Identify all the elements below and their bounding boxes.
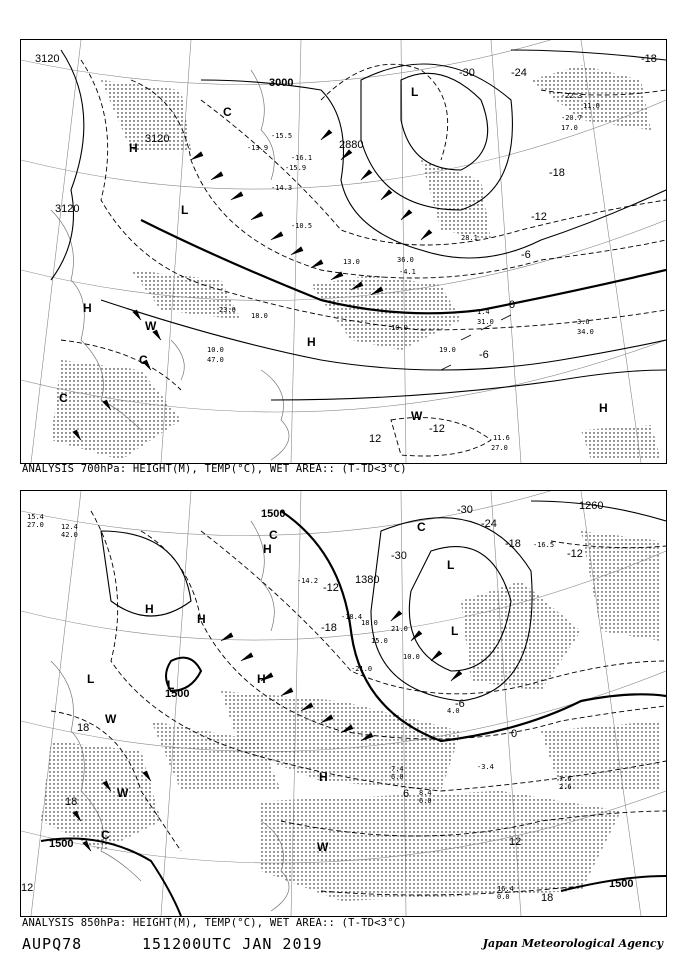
height-label-group — [35, 53, 363, 215]
chart-id: AUPQ78 — [22, 935, 83, 953]
temperature-label: 6 — [403, 788, 410, 800]
cold-center: C — [59, 391, 68, 405]
high-center: H — [257, 672, 266, 686]
station-value: 17.0 — [561, 124, 578, 132]
temperature-label: 12 — [369, 433, 382, 445]
warm-center: W — [117, 786, 129, 800]
station-value: 6.0 — [391, 773, 404, 781]
map-700hpa — [21, 40, 666, 463]
station-value: -4.1 — [399, 268, 416, 276]
station-value: 2.6 — [559, 783, 572, 791]
height-label: 1260 — [579, 500, 604, 512]
station-value: 23.0 — [219, 306, 236, 314]
low-center: L — [451, 624, 459, 638]
station-value: -22.3 — [561, 92, 583, 100]
station-value: 31.0 — [477, 318, 494, 326]
station-value: 16.4 — [497, 885, 514, 893]
temperature-label: 12 — [21, 882, 34, 894]
height-label: 3000 — [269, 77, 294, 89]
temperature-label: -30 — [457, 504, 473, 516]
high-center: H — [129, 141, 138, 155]
station-value: 15.0 — [371, 637, 388, 645]
station-value: -10.5 — [291, 222, 313, 230]
station-value: 12.4 — [61, 523, 78, 531]
station-value: -13.9 — [247, 144, 269, 152]
temperature-label: 18 — [541, 892, 554, 904]
agency-credit: Japan Meteorological Agency — [482, 937, 663, 950]
temperature-label: -12 — [567, 548, 583, 560]
station-value: 28.1 — [461, 234, 478, 242]
temperature-label: -12 — [429, 423, 445, 435]
station-value: 3.6 — [577, 318, 590, 326]
station-value: -16.1 — [291, 154, 313, 162]
caption-700hpa: ANALYSIS 700hPa: HEIGHT(M), TEMP(°C), WET AREA:: (T-TD<3°C) — [22, 463, 407, 475]
station-value: -14.2 — [297, 577, 319, 585]
warm-center: W — [145, 319, 157, 333]
low-center: L — [167, 678, 175, 692]
station-value: -15.9 — [285, 164, 307, 172]
station-value: 0.0 — [497, 893, 510, 901]
cold-center: C — [269, 528, 278, 542]
station-value: 10.0 — [207, 346, 224, 354]
height-label: 2880 — [339, 139, 364, 151]
temperature-label: -12 — [323, 582, 339, 594]
temperature-label: -24 — [511, 67, 527, 79]
height-label: 3120 — [55, 203, 80, 215]
station-value: 27.0 — [491, 444, 508, 452]
temperature-label: 12 — [509, 836, 522, 848]
temperature-label: 18 — [65, 796, 78, 808]
station-value: 42.0 — [61, 531, 78, 539]
temperature-label: -18 — [321, 622, 337, 634]
station-value: -14.3 — [271, 184, 293, 192]
temperature-label: -6 — [455, 698, 465, 710]
temperature-label: 0 — [511, 728, 518, 740]
cold-center: C — [101, 828, 110, 842]
low-center: L — [181, 203, 189, 217]
warm-center: W — [317, 840, 329, 854]
warm-center: W — [105, 712, 117, 726]
high-center: H — [319, 770, 328, 784]
warm-center: W — [411, 409, 423, 423]
caption-850hpa: ANALYSIS 850hPa: HEIGHT(M), TEMP(°C), WET AREA:: (T-TD<3°C) — [22, 917, 407, 929]
station-value: -18.4 — [341, 613, 363, 621]
high-center: H — [307, 335, 316, 349]
station-value: 15.4 — [27, 513, 44, 521]
height-label: 3120 — [35, 53, 60, 65]
high-center: H — [599, 401, 608, 415]
map-850hpa — [21, 491, 666, 916]
temperature-label: -18 — [505, 538, 521, 550]
low-center: L — [447, 558, 455, 572]
station-value: -20.7 — [561, 114, 583, 122]
height-label: 1380 — [355, 574, 380, 586]
station-value: -3.4 — [477, 763, 494, 771]
height-label: 1500 — [609, 878, 634, 890]
station-value: -16.5 — [533, 541, 555, 549]
high-center: H — [197, 612, 206, 626]
temperature-label: -18 — [641, 53, 657, 65]
high-center: H — [263, 542, 272, 556]
temperature-label: -30 — [459, 67, 475, 79]
station-value: 47.0 — [207, 356, 224, 364]
cold-center: C — [417, 520, 426, 534]
station-value: 18.0 — [251, 312, 268, 320]
temperature-label: -24 — [481, 518, 497, 530]
station-value: 4.0 — [447, 707, 460, 715]
station-value: 10.0 — [391, 324, 408, 332]
map-panel-700hpa — [20, 39, 667, 464]
station-value: -15.5 — [271, 132, 293, 140]
temperature-label: -12 — [531, 211, 547, 223]
cold-center: C — [223, 105, 232, 119]
temperature-label: -6 — [479, 349, 489, 361]
high-center: H — [83, 301, 92, 315]
temperature-label: 0 — [509, 299, 516, 311]
station-value: -21.0 — [351, 665, 373, 673]
map-panel-850hpa — [20, 490, 667, 917]
wet-area-shading — [41, 531, 661, 901]
height-label: 3120 — [145, 133, 170, 145]
chart-footer — [20, 934, 665, 956]
station-value: 13.0 — [343, 258, 360, 266]
station-value: 11.0 — [583, 102, 600, 110]
cold-center: C — [139, 353, 148, 367]
valid-time: 151200UTC JAN 2019 — [142, 935, 323, 953]
temperature-label: -18 — [549, 167, 565, 179]
temperature-label: -30 — [391, 550, 407, 562]
station-value: 21.0 — [391, 625, 408, 633]
height-label: 1500 — [261, 508, 286, 520]
station-value: 19.0 — [439, 346, 456, 354]
low-center: L — [411, 85, 419, 99]
station-value: 1.4 — [477, 308, 490, 316]
station-value: 10.0 — [403, 653, 420, 661]
station-value: 6.0 — [419, 797, 432, 805]
station-value: 7.4 — [391, 765, 404, 773]
height-label: 1500 — [165, 688, 190, 700]
high-center: H — [145, 602, 154, 616]
station-value: 8.4 — [419, 789, 432, 797]
height-label: 1500 — [49, 838, 74, 850]
station-value: 18.0 — [361, 619, 378, 627]
low-center: L — [87, 672, 95, 686]
station-value: 7.6 — [559, 775, 572, 783]
temperature-label: -6 — [521, 249, 531, 261]
station-value: 27.0 — [27, 521, 44, 529]
station-value: 34.0 — [577, 328, 594, 336]
station-value: 11.6 — [493, 434, 510, 442]
station-value: 36.0 — [397, 256, 414, 264]
temperature-label: 18 — [77, 722, 90, 734]
